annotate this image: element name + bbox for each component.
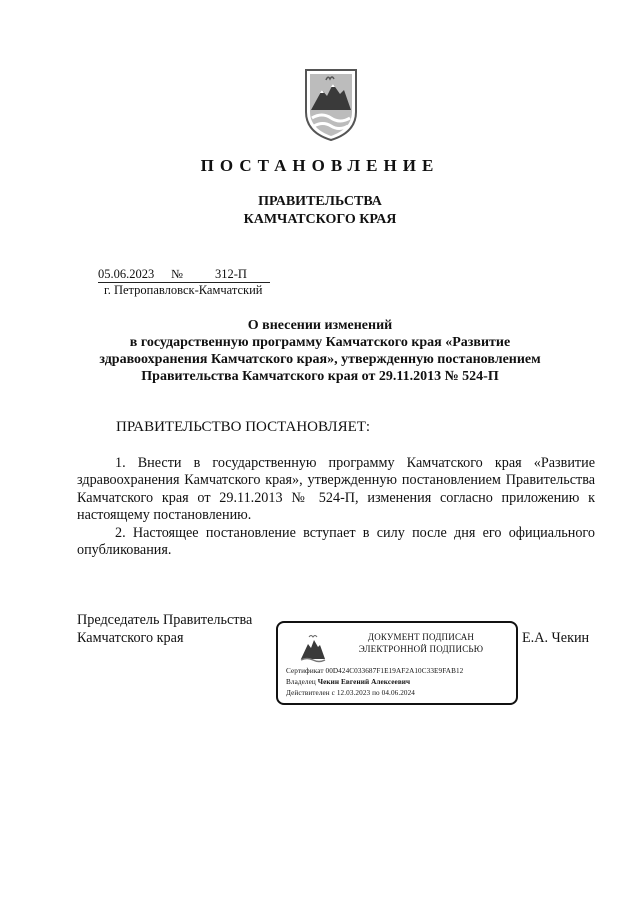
valid-from: 12.03.2023: [336, 689, 371, 697]
stamp-emblem-icon: [300, 633, 326, 663]
stamp-header-line: ДОКУМЕНТ ПОДПИСАН: [367, 632, 475, 642]
electronic-signature-stamp: [276, 621, 518, 705]
subject-line: здравоохранения Камчатского края», утвержденную постановлением: [99, 352, 541, 367]
issuer-line: КАМЧАТСКОГО КРАЯ: [243, 212, 397, 227]
certificate-label: Сертификат: [286, 667, 324, 675]
issuer-line: ПРАВИТЕЛЬСТВА: [258, 194, 382, 209]
stamp-owner: [286, 678, 410, 686]
certificate-value: 00D424C033687F1E19AF2A10C33E9FAB12: [325, 667, 464, 675]
document-number: 312-П: [215, 267, 247, 281]
signer-name: Е.А. Чекин: [522, 630, 590, 646]
stamp-header-line: ЭЛЕКТРОННОЙ ПОДПИСЬЮ: [358, 644, 484, 654]
owner-label: Владелец: [286, 678, 316, 686]
kamchatka-coat-of-arms-icon: [302, 66, 360, 142]
valid-label: Действителен с: [286, 689, 335, 697]
issuer: [0, 193, 640, 229]
document-body: [77, 455, 595, 559]
stamp-header: [330, 631, 512, 655]
subject-line: О внесении изменений: [247, 318, 393, 333]
stamp-validity: [286, 689, 415, 697]
document-subject: [70, 317, 570, 385]
valid-to-label: по: [372, 689, 380, 697]
body-paragraph: 2. Настоящее постановление вступает в силу после дня его официального опубликования.: [77, 524, 595, 559]
signer-title-line: Камчатского края: [77, 629, 184, 646]
signer-title-line: Председатель Правительства: [77, 612, 253, 628]
signer-title: [77, 612, 252, 647]
subject-line: Правительства Камчатского края от 29.11.2013 № 524-П: [141, 369, 499, 384]
document-city: г. Петропавловск-Камчатский: [104, 283, 263, 297]
stamp-certificate: [286, 667, 463, 675]
subject-line: в государственную программу Камчатского края «Развитие: [129, 335, 511, 350]
owner-value: Чекин Евгений Алексеевич: [317, 678, 411, 686]
valid-to: 04.06.2024: [381, 689, 415, 697]
document-requisites: [98, 266, 270, 283]
resolution-heading: ПРАВИТЕЛЬСТВО ПОСТАНОВЛЯЕТ:: [116, 419, 371, 435]
document-title: ПОСТАНОВЛЕНИЕ: [200, 156, 440, 175]
document-date: 05.06.2023: [98, 267, 155, 281]
body-paragraph: 1. Внести в государственную программу Камчатского края «Развитие здравоохранения Камчатского края», утвержденную постановлением Правительства Камчатского края от 29.11.2013 № 524-П, изменения согласно приложению к настоящему постановлению.: [77, 455, 595, 524]
number-sign: №: [171, 267, 183, 281]
